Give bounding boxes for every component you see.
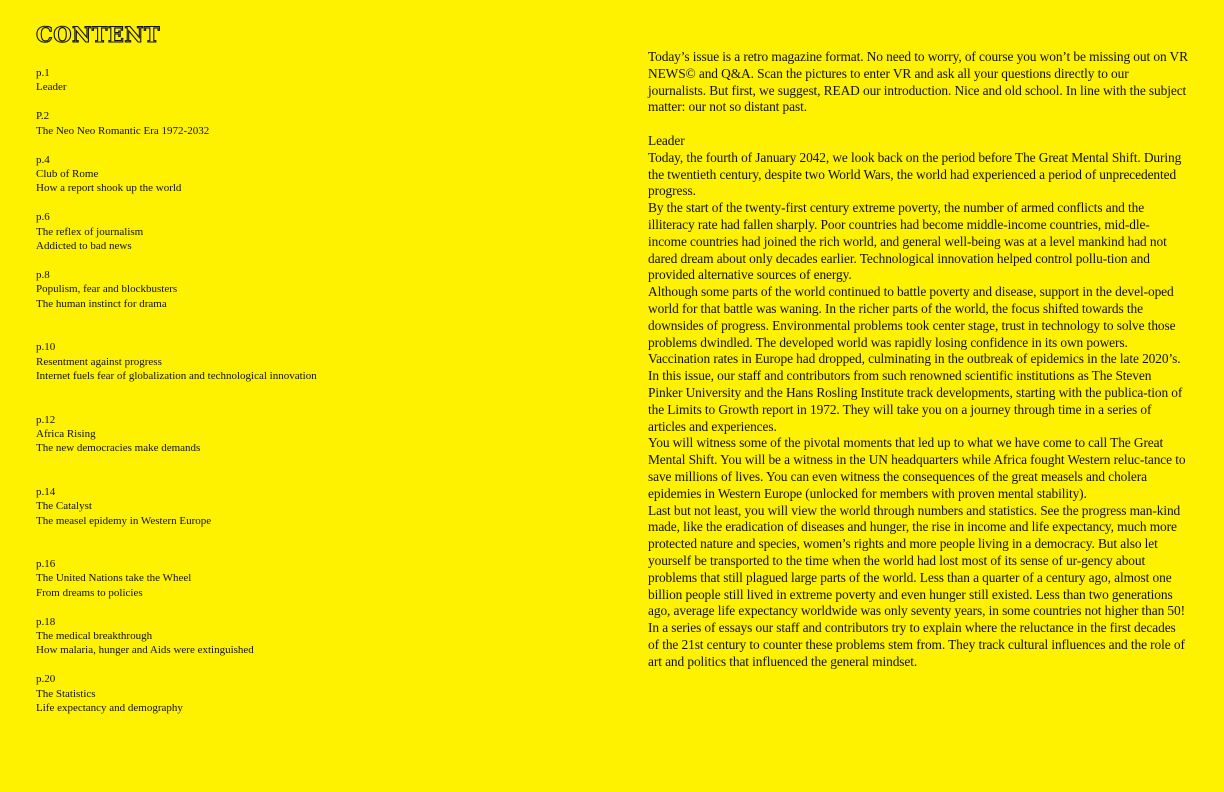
leader-paragraph: In this issue, our staff and contributors from such renowned scientific institutions as The Steven Pinker University and the Hans Rosling Institute track developments, starting with the publica-tion of the Limits to Growth report in 1972. They will take you on a journey through time in a series of articles and experiences.	[648, 368, 1183, 434]
toc-page-number: P.2	[36, 110, 50, 123]
article-body	[648, 49, 1188, 670]
toc-entry-subtitle: The new democracies make demands	[36, 442, 201, 455]
leader-paragraph: Today, the fourth of January 2042, we look back on the period before The Great Mental Shift. During the twentieth century, despite two World Wars, the world had experienced a period of unprecedented progress.	[648, 149, 1182, 199]
toc-page-number: p.16	[36, 557, 56, 570]
toc-entry-title: The reflex of journalism	[36, 225, 144, 238]
toc-entry-subtitle: The human instinct for drama	[36, 297, 167, 310]
leader-paragraph: By the start of the twenty-first century extreme poverty, the number of armed conflicts and the illiteracy rate had fallen sharply. Poor countries had become middle-income countries, mid-dle-income countries had joined the rich world, and general well-being was at a level mankind had not dared dream about only decades earlier. Technological innovation helped control pollu-tion and provided alternative sources of energy.	[648, 200, 1167, 283]
toc-entry-title: Club of Rome	[36, 168, 99, 181]
toc-page-number: p.6	[36, 211, 50, 224]
toc-entry-title: Resentment against progress	[36, 355, 162, 368]
toc-page-number: p.1	[36, 67, 50, 79]
toc-entry-p1	[36, 66, 556, 95]
toc-entry-p10	[36, 340, 556, 383]
table-of-contents	[36, 22, 556, 716]
toc-page-number: p.10	[36, 341, 56, 354]
toc-entry-p14	[36, 485, 556, 528]
toc-entry-p2	[36, 109, 556, 138]
toc-entry-title: The Catalyst	[36, 500, 92, 513]
toc-title: CONTENT	[36, 22, 161, 47]
toc-entry-p18	[36, 615, 556, 658]
leader-heading: Leader	[648, 132, 685, 148]
toc-page-number: p.20	[36, 673, 56, 686]
toc-entry-p16	[36, 557, 556, 600]
toc-entry-p4	[36, 153, 556, 196]
toc-page-number: p.12	[36, 413, 56, 426]
toc-entry-subtitle: How a report shook up the world	[36, 182, 182, 195]
leader-paragraph: In a series of essays our staff and contributors try to explain where the reluctance in the first decades of the 21st century to counter these problems stem from. They track cultural influences and the role of art and politics that influenced the general mindset.	[648, 620, 1185, 669]
toc-page-number: p.8	[36, 269, 50, 282]
toc-entry-title: The medical breakthrough	[36, 630, 153, 643]
toc-entry-subtitle: Addicted to bad news	[36, 240, 132, 253]
toc-entry-subtitle: From dreams to policies	[36, 586, 143, 599]
leader-paragraph: Last but not least, you will view the world through numbers and statistics. See the progress man-kind made, like the eradication of diseases and hunger, the rise in income and life expectancy, much more protected nature and species, women’s rights and more people living in a democracy. But also let yourself be transported to the time when the world had lost most of its sense of ur-gency about problems that still plagued large parts of the world. Less than a quarter of a century ago, almost one billion people still lived in extreme poverty and even hunger still existed. Less than two generations ago, average life expectancy worldwide was only seventy years, in some countries not higher than 50!	[648, 502, 1185, 619]
toc-entry-p6	[36, 210, 556, 253]
toc-entry-title: Populism, fear and blockbusters	[36, 283, 178, 296]
leader-paragraph: You will witness some of the pivotal moments that led up to what we have come to call The Great Mental Shift. You will be a witness in the UN headquarters while Africa fought Western reluc-tance to save millions of lives. You can even witness the consequences of the great measels and cholera epidemies in Western Europe (unlocked for members with proven mental stability).	[648, 435, 1186, 501]
toc-entry-subtitle: Internet fuels fear of globalization and technological innovation	[36, 370, 317, 383]
toc-entry-p20	[36, 672, 556, 715]
toc-entry-subtitle: How malaria, hunger and Aids were extinguished	[36, 644, 254, 657]
toc-entry-subtitle: Life expectancy and demography	[36, 702, 183, 715]
toc-page-number: p.18	[36, 615, 56, 628]
toc-entry-title: Africa Rising	[36, 427, 96, 440]
toc-page-number: p.14	[36, 485, 56, 498]
paragraph-spacer	[648, 116, 1188, 133]
toc-entry-title: Leader	[36, 81, 67, 94]
toc-entry-title: The Neo Neo Romantic Era 1972-2032	[36, 124, 210, 137]
leader-paragraph: Although some parts of the world continued to battle poverty and disease, support in the devel-oped world for that battle was waning. In the richer parts of the world, the focus shifted towards the downsides of progress. Environmental problems took center stage, trust in technology to solve those problems dwindled. The developed world was rapidly losing confidence in its own powers. Vaccination rates in Europe had dropped, culminating in the outbreak of epidemics in the late 2020’s.	[648, 284, 1181, 367]
toc-entry-subtitle: The measel epidemy in Western Europe	[36, 514, 212, 527]
toc-entry-title: The United Nations take the Wheel	[36, 572, 192, 585]
toc-entry-p8	[36, 268, 556, 311]
toc-entry-p12	[36, 413, 556, 456]
toc-entry-title: The Statistics	[36, 687, 96, 700]
toc-page-number: p.4	[36, 153, 50, 166]
intro-paragraph: Today’s issue is a retro magazine format. No need to worry, of course you won’t be missing out on VR NEWS© and Q&A. Scan the pictures to enter VR and ask all your questions directly to our journalists. But first, we suggest, READ our introduction. Nice and old school. In line with the subject matter: our not so distant past.	[648, 49, 1188, 115]
